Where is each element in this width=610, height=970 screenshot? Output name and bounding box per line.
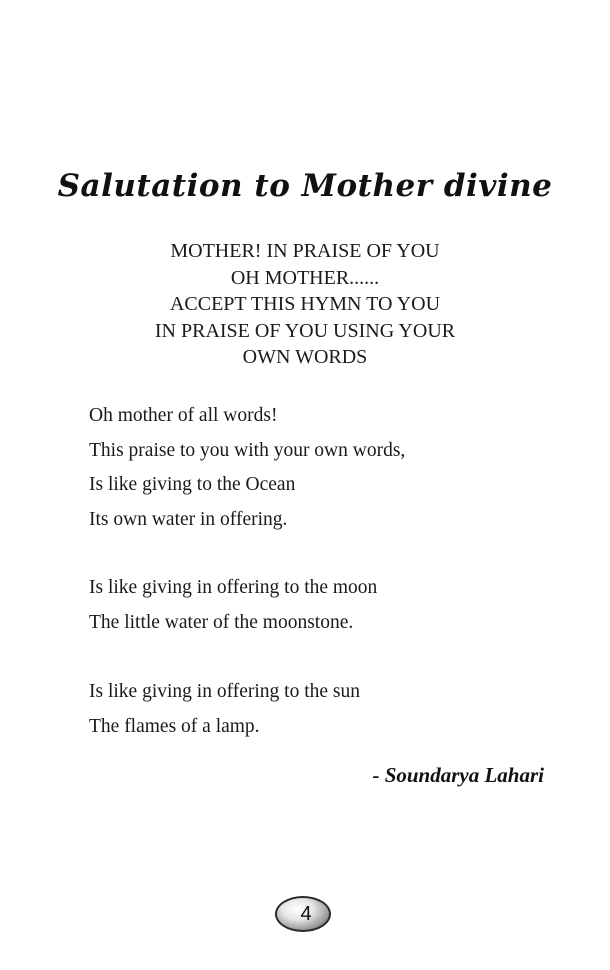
attribution: - Soundarya Lahari xyxy=(372,763,544,787)
invocation-line: MOTHER! IN PRAISE OF YOU xyxy=(170,240,440,262)
invocation-line: OH MOTHER...... xyxy=(230,266,380,289)
stanza-2 xyxy=(89,571,377,640)
verse-line: The little water of the moonstone. xyxy=(89,611,354,633)
invocation-block xyxy=(0,238,610,371)
invocation-line: OWN WORDS xyxy=(242,346,368,368)
stanza-1 xyxy=(89,399,405,537)
invocation-line: IN PRAISE OF YOU USING YOUR xyxy=(154,319,456,342)
verse-line: Is like giving in offering to the moon xyxy=(89,577,378,598)
page-title: Salutation to Mother divine xyxy=(57,168,553,204)
verse-line: Is like giving in offering to the sun xyxy=(89,681,360,702)
verse-line: Is like giving to the Ocean xyxy=(89,474,296,495)
stanza-3 xyxy=(89,675,360,744)
verse-line: This praise to you with your own words, xyxy=(89,439,406,461)
verse-line: Oh mother of all words! xyxy=(89,405,278,426)
verse-line: The flames of a lamp. xyxy=(89,715,260,737)
page-number: 4 xyxy=(300,902,312,925)
page-number-badge xyxy=(275,896,331,932)
invocation-line: ACCEPT THIS HYMN TO YOU xyxy=(169,293,441,315)
verse-line: Its own water in offering. xyxy=(89,508,288,530)
